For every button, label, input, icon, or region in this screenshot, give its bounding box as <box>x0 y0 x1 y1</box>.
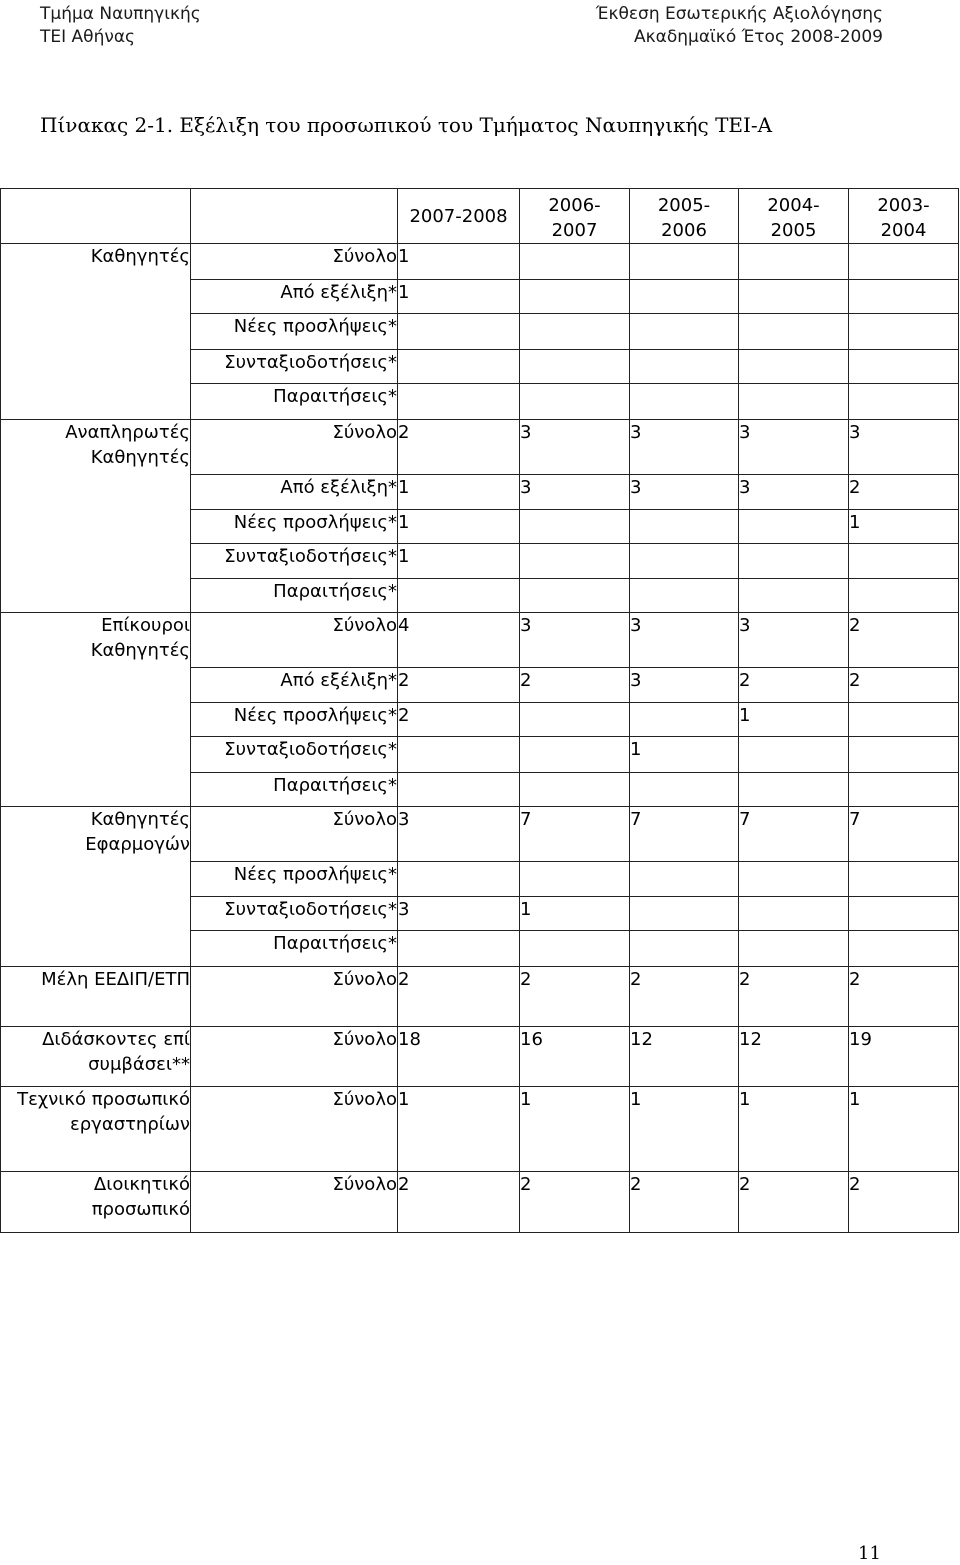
year-header-text: 2005- <box>657 195 711 216</box>
value-cell <box>849 350 959 384</box>
value-cell <box>630 384 739 420</box>
value-cell: 3 <box>520 475 630 510</box>
value-cell: 2 <box>739 668 849 703</box>
year-header-text: 2004- <box>767 195 820 216</box>
row-label: Νέες προσλήψεις* <box>191 510 398 544</box>
value-cell: 1 <box>630 1087 739 1172</box>
value-cell: 2 <box>520 668 630 703</box>
table-row <box>1 1172 959 1233</box>
header-label-cell <box>191 189 398 244</box>
table-row <box>1 1087 959 1172</box>
value-cell <box>739 384 849 420</box>
value-cell <box>739 579 849 613</box>
value-cell <box>630 280 739 314</box>
value-cell: 12 <box>630 1027 739 1087</box>
value-cell: 2 <box>398 668 520 703</box>
institution-name: ΤΕΙ Αθήνας <box>40 27 136 47</box>
value-cell: 18 <box>398 1027 520 1087</box>
value-cell: 1 <box>398 280 520 314</box>
value-cell <box>398 773 520 807</box>
value-cell <box>849 737 959 773</box>
category-cell: Μέλη ΕΕΔΙΠ/ΕΤΠ <box>1 967 191 1027</box>
value-cell <box>849 384 959 420</box>
year-header <box>520 189 630 244</box>
value-cell <box>398 350 520 384</box>
value-cell: 3 <box>739 613 849 668</box>
value-cell: 3 <box>630 475 739 510</box>
row-label: Νέες προσλήψεις* <box>191 862 398 897</box>
value-cell: 2 <box>398 420 520 475</box>
table-row <box>1 967 959 1027</box>
value-cell: 3 <box>520 613 630 668</box>
value-cell <box>520 280 630 314</box>
category-cell: Διοικητικό προσωπικό <box>1 1172 191 1233</box>
row-label: Σύνολο <box>191 1087 398 1172</box>
value-cell <box>630 897 739 931</box>
value-cell <box>398 737 520 773</box>
row-label: Σύνολο <box>191 807 398 862</box>
value-cell <box>520 737 630 773</box>
row-label: Σύνολο <box>191 1172 398 1233</box>
row-label: Σύνολο <box>191 1027 398 1087</box>
value-cell <box>520 314 630 350</box>
value-cell <box>739 862 849 897</box>
value-cell: 2 <box>739 1172 849 1233</box>
value-cell <box>739 314 849 350</box>
category-cell: Καθηγητές <box>1 244 191 420</box>
value-cell: 7 <box>630 807 739 862</box>
value-cell: 3 <box>739 475 849 510</box>
running-header-right <box>596 3 883 49</box>
row-label: Σύνολο <box>191 244 398 280</box>
value-cell: 7 <box>849 807 959 862</box>
value-cell: 2 <box>398 1172 520 1233</box>
value-cell <box>398 931 520 967</box>
row-label: Παραιτήσεις* <box>191 579 398 613</box>
value-cell <box>739 897 849 931</box>
value-cell: 7 <box>520 807 630 862</box>
row-label: Παραιτήσεις* <box>191 931 398 967</box>
category-cell: Τεχνικό προσωπικό εργαστηρίων <box>1 1087 191 1172</box>
value-cell: 1 <box>520 1087 630 1172</box>
value-cell: 2 <box>398 967 520 1027</box>
category-cell: Επίκουροι Καθηγητές <box>1 613 191 807</box>
value-cell: 2 <box>398 703 520 737</box>
table-row <box>1 613 959 668</box>
header-row <box>1 189 959 244</box>
value-cell <box>520 544 630 579</box>
value-cell <box>398 314 520 350</box>
value-cell: 2 <box>849 668 959 703</box>
year-header <box>398 189 520 244</box>
year-header <box>630 189 739 244</box>
value-cell <box>520 510 630 544</box>
value-cell <box>520 579 630 613</box>
value-cell <box>849 703 959 737</box>
value-cell <box>849 544 959 579</box>
value-cell <box>739 280 849 314</box>
value-cell <box>849 862 959 897</box>
year-header <box>849 189 959 244</box>
value-cell <box>630 544 739 579</box>
value-cell: 1 <box>739 703 849 737</box>
value-cell <box>630 773 739 807</box>
row-label: Σύνολο <box>191 420 398 475</box>
value-cell: 1 <box>630 737 739 773</box>
category-cell: Αναπληρωτές Καθηγητές <box>1 420 191 613</box>
value-cell <box>630 510 739 544</box>
value-cell <box>849 244 959 280</box>
year-header-text: 2004 <box>880 220 927 241</box>
value-cell <box>520 773 630 807</box>
value-cell: 7 <box>739 807 849 862</box>
value-cell: 2 <box>739 967 849 1027</box>
row-label: Από εξέλιξη* <box>191 280 398 314</box>
value-cell: 2 <box>849 613 959 668</box>
value-cell <box>630 314 739 350</box>
year-header-text: 2006- <box>548 195 601 216</box>
table-row <box>1 1027 959 1087</box>
value-cell <box>520 350 630 384</box>
value-cell <box>398 579 520 613</box>
year-header-text: 2006 <box>661 220 707 241</box>
value-cell: 3 <box>630 420 739 475</box>
value-cell: 2 <box>630 1172 739 1233</box>
value-cell <box>630 703 739 737</box>
value-cell <box>739 773 849 807</box>
value-cell: 3 <box>398 897 520 931</box>
row-label: Παραιτήσεις* <box>191 384 398 420</box>
running-header-left <box>40 3 201 49</box>
year-header-text: 2007 <box>551 220 598 241</box>
value-cell <box>849 931 959 967</box>
page-number: 11 <box>858 1543 881 1564</box>
department-name: Τμήμα Ναυπηγικής <box>40 4 201 24</box>
value-cell: 3 <box>739 420 849 475</box>
value-cell <box>739 737 849 773</box>
value-cell: 1 <box>520 897 630 931</box>
year-header-text: 2007-2008 <box>409 205 508 227</box>
value-cell: 1 <box>398 544 520 579</box>
table-caption: Πίνακας 2-1. Εξέλιξη του προσωπικού του Τμήματος Ναυπηγικής ΤΕΙ-Α <box>40 113 773 137</box>
value-cell: 2 <box>849 1172 959 1233</box>
value-cell: 2 <box>520 1172 630 1233</box>
value-cell <box>630 862 739 897</box>
value-cell: 2 <box>849 967 959 1027</box>
value-cell: 1 <box>398 244 520 280</box>
year-header <box>739 189 849 244</box>
value-cell <box>849 773 959 807</box>
value-cell <box>520 862 630 897</box>
category-cell: Καθηγητές Εφαρμογών <box>1 807 191 967</box>
row-label: Συνταξιοδοτήσεις* <box>191 544 398 579</box>
value-cell <box>739 244 849 280</box>
value-cell <box>849 280 959 314</box>
report-title: Έκθεση Εσωτερικής Αξιολόγησης <box>595 4 883 24</box>
value-cell <box>739 931 849 967</box>
value-cell: 3 <box>520 420 630 475</box>
value-cell: 3 <box>849 420 959 475</box>
value-cell <box>849 579 959 613</box>
value-cell <box>630 350 739 384</box>
value-cell <box>520 703 630 737</box>
table-row <box>1 807 959 862</box>
value-cell: 1 <box>739 1087 849 1172</box>
header-category-cell <box>1 189 191 244</box>
value-cell: 19 <box>849 1027 959 1087</box>
value-cell: 2 <box>630 967 739 1027</box>
value-cell: 2 <box>849 475 959 510</box>
row-label: Νέες προσλήψεις* <box>191 314 398 350</box>
row-label: Παραιτήσεις* <box>191 773 398 807</box>
row-label: Συνταξιοδοτήσεις* <box>191 897 398 931</box>
value-cell: 3 <box>630 668 739 703</box>
value-cell: 12 <box>739 1027 849 1087</box>
row-label: Από εξέλιξη* <box>191 475 398 510</box>
staff-evolution-table <box>0 188 959 1233</box>
year-header-text: 2003- <box>877 195 930 216</box>
value-cell: 4 <box>398 613 520 668</box>
value-cell <box>630 579 739 613</box>
value-cell: 1 <box>849 510 959 544</box>
value-cell: 3 <box>398 807 520 862</box>
value-cell <box>739 544 849 579</box>
value-cell <box>398 862 520 897</box>
value-cell <box>520 384 630 420</box>
year-header-text: 2005 <box>770 220 817 241</box>
value-cell <box>849 897 959 931</box>
category-cell: Διδάσκοντες επί συμβάσει** <box>1 1027 191 1087</box>
table-row <box>1 244 959 280</box>
value-cell: 2 <box>520 967 630 1027</box>
value-cell <box>398 384 520 420</box>
value-cell: 1 <box>398 510 520 544</box>
row-label: Νέες προσλήψεις* <box>191 703 398 737</box>
row-label: Από εξέλιξη* <box>191 668 398 703</box>
table-row <box>1 420 959 475</box>
value-cell: 1 <box>849 1087 959 1172</box>
value-cell <box>630 244 739 280</box>
value-cell: 1 <box>398 1087 520 1172</box>
row-label: Συνταξιοδοτήσεις* <box>191 737 398 773</box>
value-cell <box>520 931 630 967</box>
value-cell <box>739 350 849 384</box>
value-cell <box>520 244 630 280</box>
row-label: Σύνολο <box>191 613 398 668</box>
academic-year: Ακαδημαϊκό Έτος 2008-2009 <box>634 27 883 47</box>
value-cell: 1 <box>398 475 520 510</box>
value-cell <box>630 931 739 967</box>
value-cell: 16 <box>520 1027 630 1087</box>
row-label: Σύνολο <box>191 967 398 1027</box>
value-cell <box>739 510 849 544</box>
row-label: Συνταξιοδοτήσεις* <box>191 350 398 384</box>
value-cell <box>849 314 959 350</box>
value-cell: 3 <box>630 613 739 668</box>
